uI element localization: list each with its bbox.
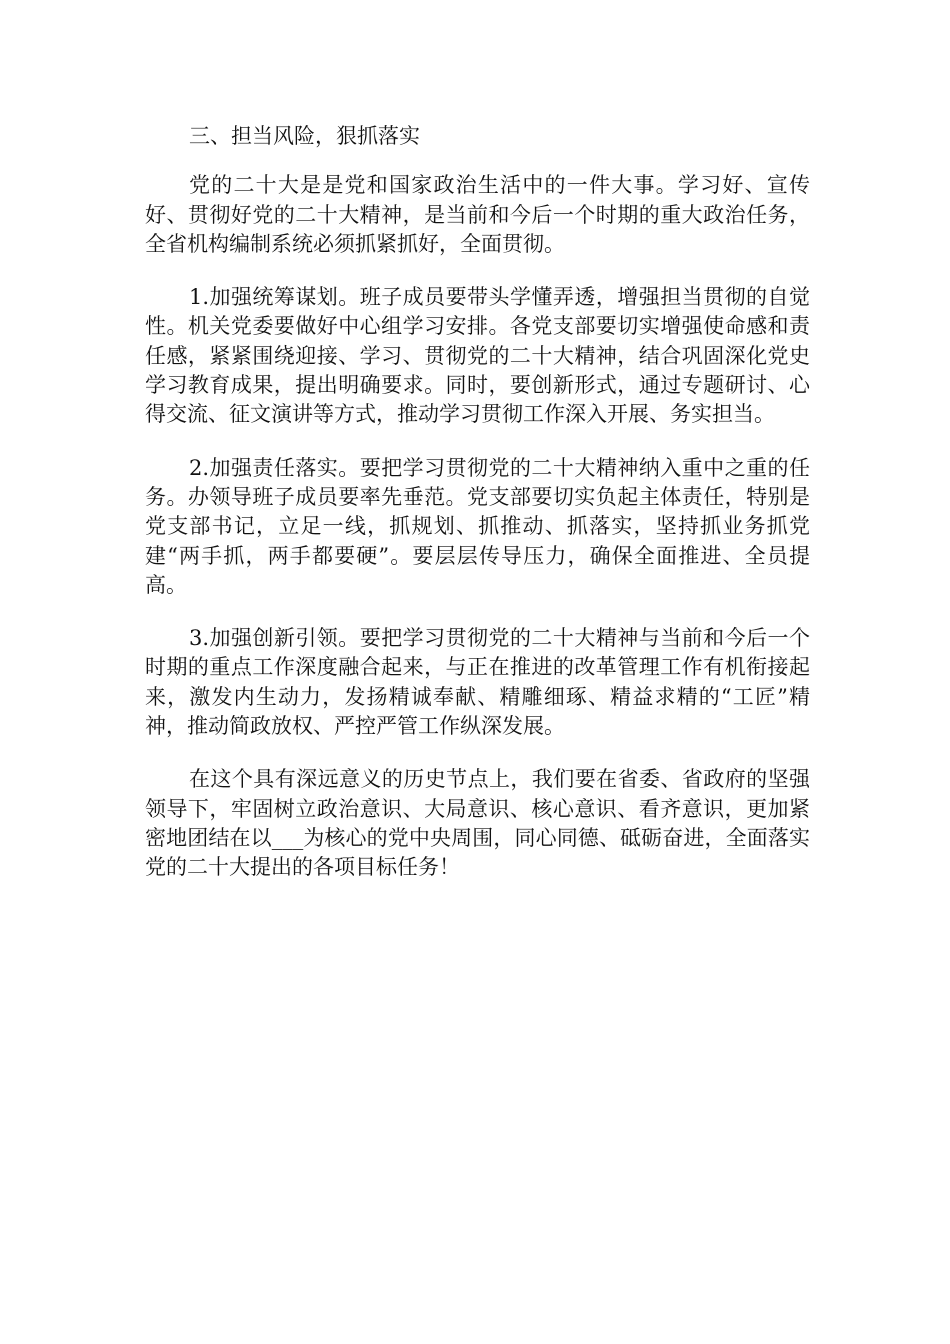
section-heading: 三、担当风险，狠抓落实 — [189, 124, 420, 148]
paragraph-conclusion: 在这个具有深远意义的历史节点上，我们要在省委、省政府的坚强领导下，牢固树立政治意识、大局意识、核心意识、看齐意识，更加紧密地团结在以___为核心的党中央周围，同心同德、砥砺奋进，全面落实党的二十大提出的各项目标任务！ — [145, 767, 810, 880]
paragraph-intro: 党的二十大是是党和国家政治生活中的一件大事。学习好、宣传好、贯彻好党的二十大精神，是当前和今后一个时期的重大政治任务，全省机构编制系统必须抓紧抓好，全面贯彻。 — [145, 173, 810, 256]
document-page — [145, 122, 810, 883]
paragraph-item-3: 3.加强创新引领。要把学习贯彻党的二十大精神与当前和今后一个时期的重点工作深度融合起来，与正在推进的改革管理工作有机衔接起来，激发内生动力，发扬精诚奉献、精雕细琢、精益求精的“工匠”精神，推动简政放权、严控严管工作纵深发展。 — [145, 626, 810, 739]
paragraph-item-1: 1.加强统筹谋划。班子成员要带头学懂弄透，增强担当贯彻的自觉性。机关党委要做好中心组学习安排。各党支部要切实增强使命感和责任感，紧紧围绕迎接、学习、贯彻党的二十大精神，结合巩固深化党史学习教育成果，提出明确要求。同时，要创新形式，通过专题研讨、心得交流、征文演讲等方式，推动学习贯彻工作深入开展、务实担当。 — [145, 285, 810, 427]
paragraph-item-2: 2.加强责任落实。要把学习贯彻党的二十大精神纳入重中之重的任务。办领导班子成员要率先垂范。党支部要切实负起主体责任，特别是党支部书记，立足一线，抓规划、抓推动、抓落实，坚持抓业务抓党建“两手抓，两手都要硬”。要层层传导压力，确保全面推进、全员提高。 — [145, 455, 810, 597]
